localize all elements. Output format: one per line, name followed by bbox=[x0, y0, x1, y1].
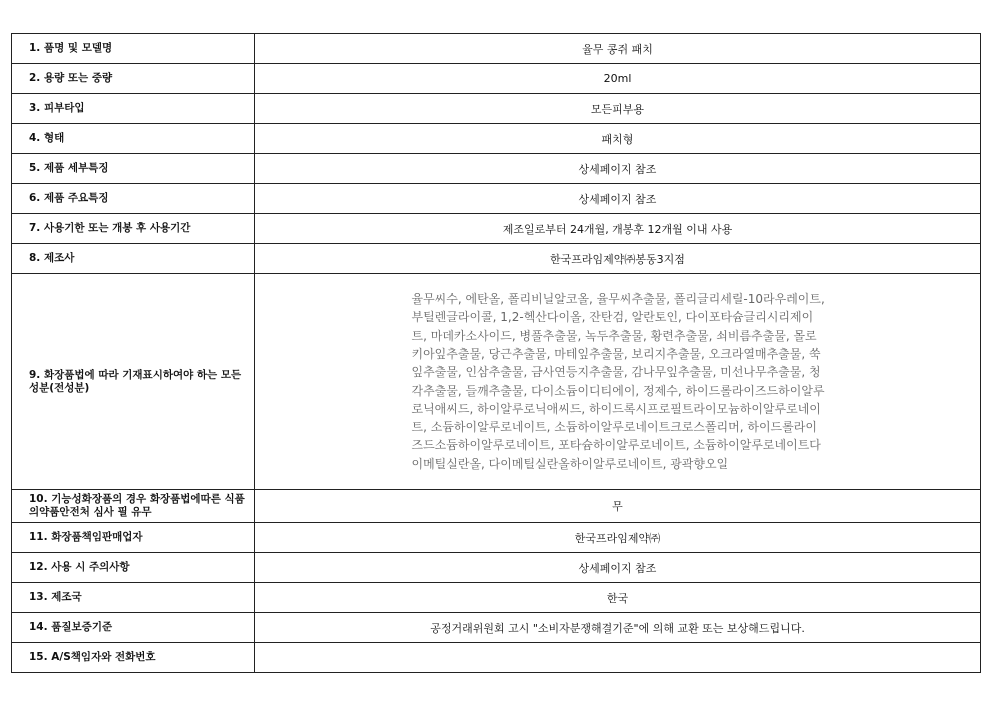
row-value: 상세페이지 참조 bbox=[255, 184, 981, 214]
row-label: 11. 화장품책임판매업자 bbox=[12, 523, 255, 553]
row-value-ingredients bbox=[255, 274, 981, 490]
row-label: 12. 사용 시 주의사항 bbox=[12, 553, 255, 583]
table-row bbox=[12, 643, 981, 673]
table-row bbox=[12, 154, 981, 184]
row-value: 20ml bbox=[255, 64, 981, 94]
row-label: 15. A/S책임자와 전화번호 bbox=[12, 643, 255, 673]
table-row bbox=[12, 214, 981, 244]
row-value: 무 bbox=[255, 490, 981, 523]
row-value: 패치형 bbox=[255, 124, 981, 154]
table-row bbox=[12, 64, 981, 94]
row-label: 7. 사용기한 또는 개봉 후 사용기간 bbox=[12, 214, 255, 244]
row-value: 한국프라임제약㈜ bbox=[255, 523, 981, 553]
table-row bbox=[12, 553, 981, 583]
row-value: 한국 bbox=[255, 583, 981, 613]
table-row bbox=[12, 490, 981, 523]
table-row bbox=[12, 34, 981, 64]
table-row bbox=[12, 184, 981, 214]
table-row bbox=[12, 124, 981, 154]
row-value: 한국프라임제약㈜봉동3지점 bbox=[255, 244, 981, 274]
row-label: 8. 제조사 bbox=[12, 244, 255, 274]
table-row-ingredients bbox=[12, 274, 981, 490]
row-value bbox=[255, 643, 981, 673]
row-value: 제조일로부터 24개월, 개봉후 12개월 이내 사용 bbox=[255, 214, 981, 244]
row-label: 13. 제조국 bbox=[12, 583, 255, 613]
row-label: 2. 용량 또는 중량 bbox=[12, 64, 255, 94]
row-label: 9. 화장품법에 따라 기재표시하여야 하는 모든 성분(전성분) bbox=[12, 274, 255, 490]
row-value: 상세페이지 참조 bbox=[255, 154, 981, 184]
row-label: 3. 피부타입 bbox=[12, 94, 255, 124]
table-row bbox=[12, 523, 981, 553]
row-label: 10. 기능성화장품의 경우 화장품법에따른 식품의약품안전처 심사 필 유무 bbox=[12, 490, 255, 523]
table-row bbox=[12, 613, 981, 643]
row-value: 상세페이지 참조 bbox=[255, 553, 981, 583]
row-label: 1. 품명 및 모델명 bbox=[12, 34, 255, 64]
table-row bbox=[12, 244, 981, 274]
row-label: 6. 제품 주요특징 bbox=[12, 184, 255, 214]
product-info-table bbox=[11, 33, 981, 673]
ingredients-text: 율무씨수, 에탄올, 폴리비닐알코올, 율무씨추출물, 폴리글리세릴-10라우레이트, 부틸렌글라이콜, 1,2-헥산다이올, 잔탄검, 알란토인, 다이포타슘글리시리제이트, 마데카소사이드, 병풀추출물, 녹두추출물, 황련추출물, 쇠비름추출물, 몰로키아잎추출물, 당근추출물, 마테잎추출물, 보리지추출물, 오크라열매추출물, 쑥잎추출물, 인삼추출물, 금사연등지추출물, 감나무잎추출물, 미선나무추출물, 청각추출물, 들깨추출물, 다이소듐이디티에이, 정제수, 하이드롤라이즈드하이알루로닉애씨드, 하이알루로닉애씨드, 하이드록시프로필트라이모늄하이알루로네이트, 소듐하이알루로네이트, 소듐하이알루로네이트크로스폴리머, 하이드롤라이즈드소듐하이알루로네이트, 포타슘하이알루로네이트, 소듐하이알루로네이트다이메틸실란올, 다이메틸실란올하이알루로네이트, 광곽향오일 bbox=[411, 292, 825, 471]
row-label: 4. 형태 bbox=[12, 124, 255, 154]
row-value: 공정거래위원회 고시 "소비자분쟁해결기준"에 의해 교환 또는 보상해드립니다. bbox=[255, 613, 981, 643]
row-label: 14. 품질보증기준 bbox=[12, 613, 255, 643]
row-value: 율무 콩쥐 패치 bbox=[255, 34, 981, 64]
row-label: 5. 제품 세부특징 bbox=[12, 154, 255, 184]
table-row bbox=[12, 94, 981, 124]
row-value: 모든피부용 bbox=[255, 94, 981, 124]
table-row bbox=[12, 583, 981, 613]
